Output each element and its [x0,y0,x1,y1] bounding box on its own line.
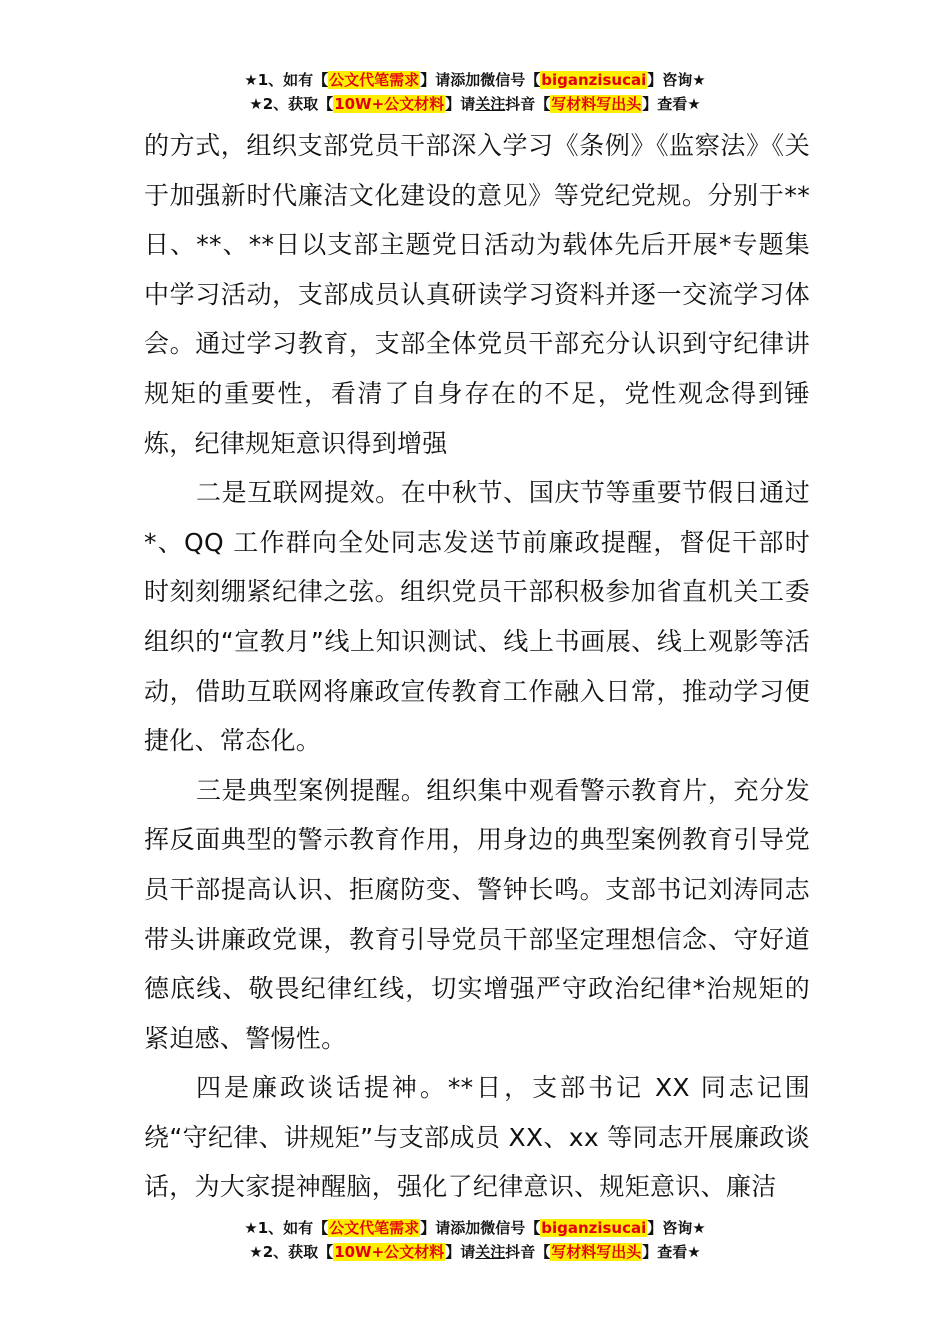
banner-line-1-prefix: ★1、如有【 [244,71,329,89]
banner-line-1 [0,68,950,92]
footer-line-1-middle: 】请添加微信号【 [420,1219,541,1237]
banner-underlined-follow: 关注 [475,95,506,113]
banner-line-2-prefix: ★2、获取【 [249,95,334,113]
footer-underlined-follow: 关注 [475,1243,506,1261]
banner-line-2-middle-a: 】请 [445,95,476,113]
footer-line-2-prefix: ★2、获取【 [249,1243,334,1261]
body-paragraph-4: 四是廉政谈话提神。**日，支部书记 XX 同志记围绕“守纪律、讲规矩”与支部成员 XX、xx 等同志开展廉政谈话，为大家提神醒脑，强化了纪律意识、规矩意识、廉洁 [144,1073,810,1202]
banner-line-2-suffix: 】查看★ [642,95,701,113]
footer-highlight-materials: 10W+公文材料 [334,1243,445,1261]
banner-line-1-middle: 】请添加微信号【 [420,71,541,89]
footer-line-2-middle-b: 抖音【 [505,1243,551,1261]
footer-highlight-wechat-id: biganzisucai [541,1219,647,1237]
banner-line-2 [0,92,950,116]
banner-highlight-douyin: 写材料写出头 [551,95,642,113]
banner-line-2-middle-b: 抖音【 [505,95,551,113]
footer-highlight-ghostwriting: 公文代笔需求 [329,1219,420,1237]
body-paragraph-3: 三是典型案例提醒。组织集中观看警示教育片，充分发挥反面典型的警示教育作用，用身边的典型案例教育引导党员干部提高认识、拒腐防变、警钟长鸣。支部书记刘涛同志带头讲廉政党课，教育引导党员干部坚定理想信念、守好道德底线、敬畏纪律红线，切实增强严守政治纪律*治规矩的紧迫感、警惕性。 [144,775,810,1053]
body-paragraph-1: 的方式，组织支部党员干部深入学习《条例》《监察法》《关于加强新时代廉洁文化建设的意见》等党纪党规。分别于**日、**、**日以支部主题党日活动为载体先后开展*专题集中学习活动，支部成员认真研读学习资料并逐一交流学习体会。通过学习教育，支部全体党员干部充分认识到守纪律讲规矩的重要性，看清了自身存在的不足，党性观念得到锤炼，纪律规矩意识得到增强 [144,131,810,458]
body-paragraph-2: 二是互联网提效。在中秋节、国庆节等重要节假日通过*、QQ 工作群向全处同志发送节前廉政提醒，督促干部时时刻刻绷紧纪律之弦。组织党员干部积极参加省直机关工委组织的“宣教月”线上知识测试、线上书画展、线上观影等活动，借助互联网将廉政宣传教育工作融入日常，推动学习便捷化、常态化。 [144,478,810,756]
header-banner [0,68,950,116]
footer-line-2-suffix: 】查看★ [642,1243,701,1261]
footer-banner-line-2 [0,1240,950,1264]
banner-highlight-materials: 10W+公文材料 [334,95,445,113]
footer-line-2-middle-a: 】请 [445,1243,476,1261]
footer-line-1-suffix: 】咨询★ [647,1219,706,1237]
footer-highlight-douyin: 写材料写出头 [551,1243,642,1261]
footer-banner [0,1216,950,1264]
footer-banner-line-1 [0,1216,950,1240]
banner-highlight-wechat-id: biganzisucai [541,71,647,89]
document-body [144,121,810,1212]
banner-highlight-ghostwriting: 公文代笔需求 [329,71,420,89]
banner-line-1-suffix: 】咨询★ [647,71,706,89]
footer-line-1-prefix: ★1、如有【 [244,1219,329,1237]
